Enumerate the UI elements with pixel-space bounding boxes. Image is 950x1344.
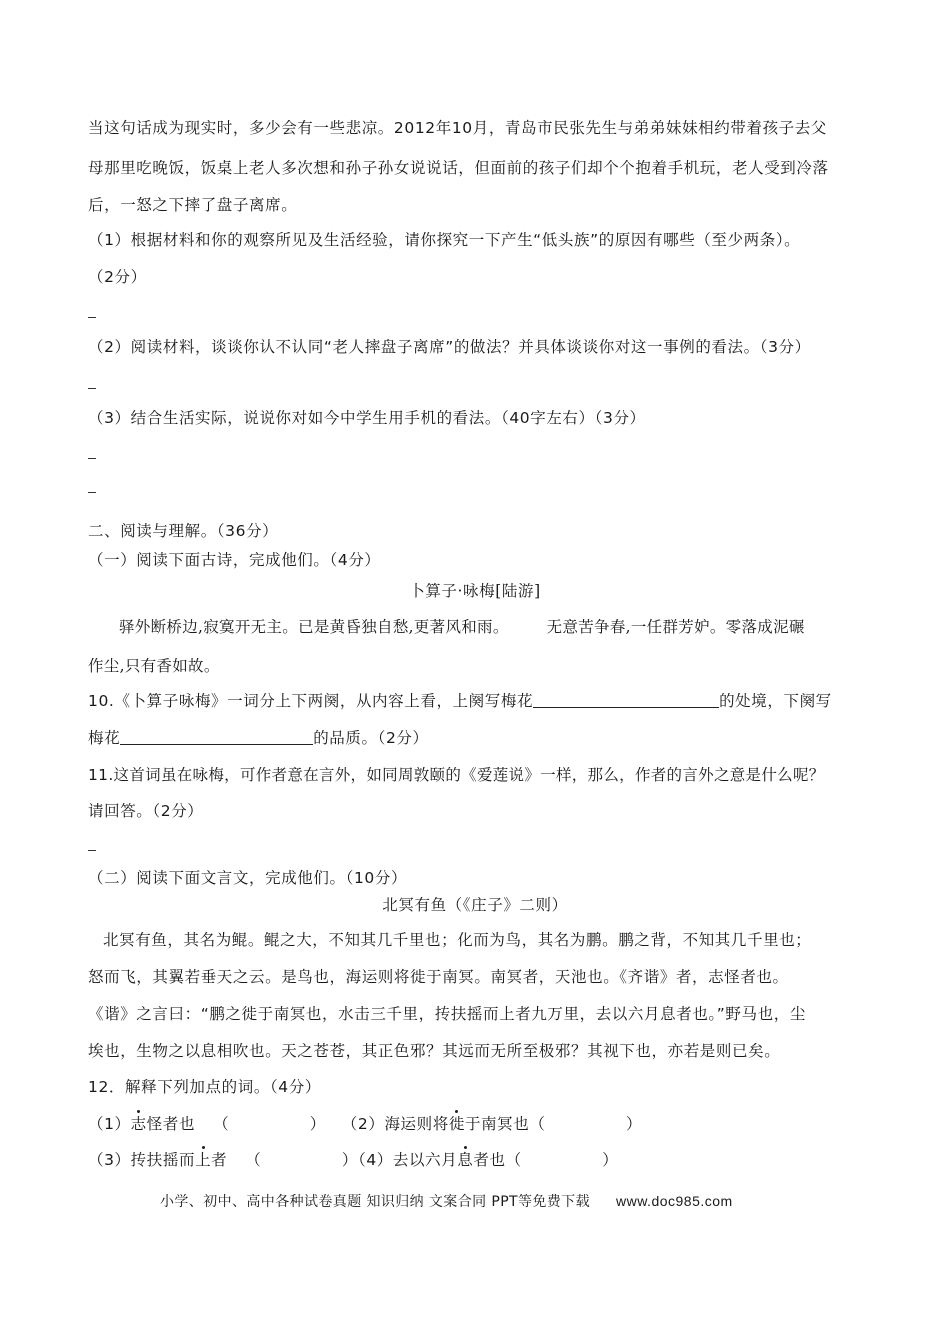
poem-lower-stanza: 无意苦争春,一任群芳妒。零落成泥碾 bbox=[546, 618, 805, 636]
item-label: （3）抟扶摇而 bbox=[88, 1151, 196, 1169]
poem-line-2: 作尘,只有香如故。 bbox=[88, 657, 220, 675]
question-12-text: 12．解释下列加点的词。（4分） bbox=[88, 1078, 321, 1096]
dotted-word: 志 bbox=[130, 1115, 147, 1133]
dotted-word: 上 bbox=[195, 1151, 212, 1169]
dotted-word: 徙 bbox=[448, 1115, 465, 1133]
question-3-text: （3）结合生活实际，说说你对如今中学生用手机的看法。（40字左右）（3分） bbox=[88, 409, 646, 427]
poem-line-1 bbox=[119, 617, 805, 637]
part-1-heading: （一）阅读下面古诗，完成他们。（4分） bbox=[88, 551, 381, 569]
answer-underline[interactable] bbox=[120, 728, 313, 745]
answer-parentheses[interactable]: （ ） bbox=[505, 1151, 619, 1169]
answer-blank[interactable] bbox=[88, 458, 96, 459]
footer-link[interactable]: www.doc985.com bbox=[616, 1193, 733, 1209]
question-11-line-2: 请回答。（2分） bbox=[88, 802, 204, 820]
item-label: （2）海运则将 bbox=[341, 1115, 449, 1133]
question-10-line-1 bbox=[88, 691, 832, 711]
answer-blank[interactable] bbox=[88, 317, 96, 318]
part-2-heading: （二）阅读下面文言文，完成他们。（10分） bbox=[88, 869, 408, 887]
prose-line-1: 北冥有鱼，其名为鲲。鲲之大，不知其几千里也；化而为鸟，其名为鹏。鹏之背，不知其几千里也； bbox=[103, 931, 812, 949]
answer-blank[interactable] bbox=[88, 492, 96, 493]
question-10-text: 的品质。（2分） bbox=[313, 729, 429, 747]
prose-line-3: 《谐》之言曰：“鹏之徙于南冥也，水击三千里，抟扶摇而上者九万里，去以六月息者也。”野马也，尘 bbox=[88, 1005, 806, 1023]
poem-upper-stanza: 驿外断桥边,寂寞开无主。已是黄昏独自愁,更著风和雨。 bbox=[119, 618, 509, 636]
question-1-text: （1）根据材料和你的观察所见及生活经验，请你探究一下产生“低头族”的原因有哪些（至少两条）。 bbox=[88, 231, 801, 249]
material-line-3: 后，一怒之下摔了盘子离席。 bbox=[88, 196, 298, 214]
answer-underline[interactable] bbox=[533, 691, 719, 708]
section-2-heading: 二、阅读与理解。（36分） bbox=[88, 522, 279, 540]
material-line-2: 母那里吃晚饭，饭桌上老人多次想和孙子孙女说说话，但面前的孩子们却个个抱着手机玩，老人受到冷落 bbox=[88, 159, 829, 177]
poem-title: 卜算子·咏梅[陆游] bbox=[409, 582, 541, 600]
material-line-1: 当这句话成为现实时，多少会有一些悲凉。2012年10月，青岛市民张先生与弟弟妹妹相约带着孩子去父 bbox=[88, 119, 827, 137]
question-1-score: （2分） bbox=[88, 268, 147, 286]
question-10-line-2 bbox=[88, 728, 429, 748]
question-10-text: 梅花 bbox=[88, 729, 121, 747]
question-11-line-1: 11.这首词虽在咏梅，可作者意在言外，如同周敦颐的《爱莲说》一样，那么，作者的言外之意是什么呢？ bbox=[88, 766, 825, 784]
prose-title: 北冥有鱼（《庄子》二则） bbox=[382, 896, 568, 914]
answer-parentheses[interactable]: （ ） bbox=[529, 1115, 643, 1133]
item-text: 于南冥也 bbox=[464, 1115, 530, 1133]
item-label: （4）去以六月 bbox=[357, 1151, 458, 1169]
answer-parentheses[interactable]: （ ） bbox=[245, 1151, 358, 1169]
prose-line-4: 埃也，生物之以息相吹也。天之苍苍，其正色邪？其远而无所至极邪？其视下也，亦若是则已矣。 bbox=[88, 1042, 781, 1060]
question-10-text: 10.《卜算子咏梅》一词分上下两阕，从内容上看，上阕写梅花 bbox=[88, 692, 534, 710]
item-label: （1） bbox=[88, 1115, 131, 1133]
answer-parentheses[interactable]: （ ） bbox=[213, 1115, 326, 1133]
dotted-word: 息 bbox=[457, 1151, 474, 1169]
page-footer bbox=[160, 1191, 733, 1212]
answer-blank[interactable] bbox=[88, 388, 96, 389]
footer-text: 小学、初中、高中各种试卷真题 知识归纳 文案合同 PPT等免费下载 bbox=[160, 1194, 590, 1210]
answer-blank[interactable] bbox=[88, 850, 96, 851]
question-2-text: （2）阅读材料，谈谈你认不认同“老人摔盘子离席”的做法？并具体谈谈你对这一事例的看法。（3分） bbox=[88, 338, 811, 356]
question-12-row-2 bbox=[88, 1150, 618, 1170]
question-12-row-1 bbox=[88, 1114, 642, 1134]
item-text: 者 bbox=[211, 1151, 228, 1169]
question-10-text: 的处境，下阕写 bbox=[719, 692, 832, 710]
item-text: 者也 bbox=[473, 1151, 506, 1169]
item-text: 怪者也 bbox=[146, 1115, 196, 1133]
prose-line-2: 怒而飞，其翼若垂天之云。是鸟也，海运则将徙于南冥。南冥者，天池也。《齐谐》者，志怪者也。 bbox=[88, 968, 789, 986]
